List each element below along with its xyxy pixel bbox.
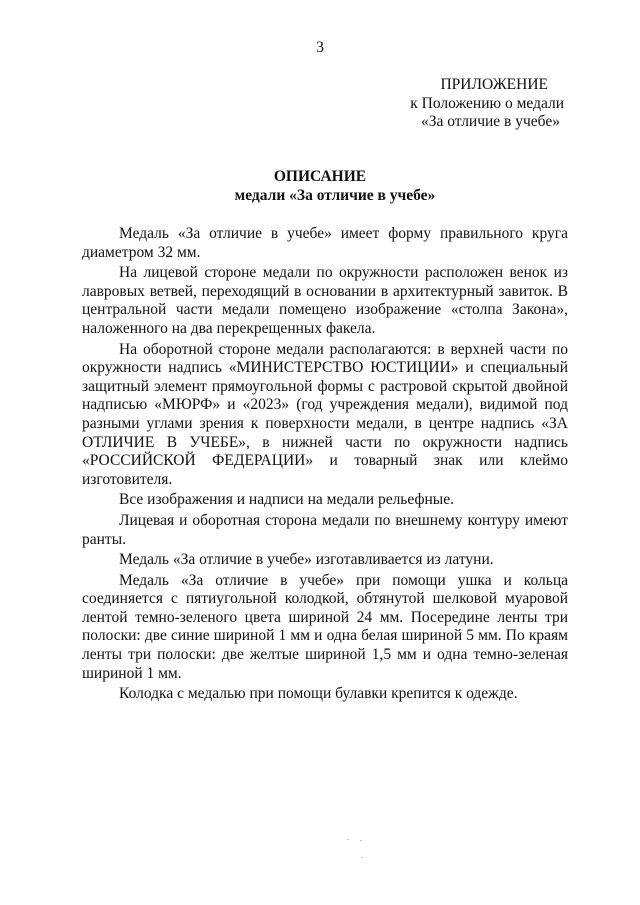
appendix-header <box>304 76 564 132</box>
scan-artifact <box>361 857 363 858</box>
paragraph-obverse: На лицевой стороне медали по окружности расположен венок из лавровых ветвей, переходящий в основании в архитектурный завиток. В центральной части медали помещено изображение «столпа Закона», наложенного на два перекрещенных факела. <box>82 264 568 337</box>
scan-artifact <box>360 840 362 841</box>
paragraph-material: Медаль «За отличие в учебе» изготавливается из латуни. <box>119 551 494 569</box>
document-title <box>0 168 640 205</box>
scan-artifact <box>347 839 349 840</box>
appendix-label: ПРИЛОЖЕНИЕ <box>440 76 548 93</box>
paragraph-relief: Все изображения и надписи на медали рельефные. <box>119 491 454 509</box>
paragraph-ribbon: Медаль «За отличие в учебе» при помощи ушка и кольца соединяется с пятиугольной колодкой, обтянутой шелковой муаровой лентой темно-зеленого цвета шириной 24 мм. Посередине ленты три полоски: две синие шириной 1 мм и одна белая шириной 5 мм. По краям ленты три полоски: две желтые шириной 1,5 мм и одна темно-зеленая шириной 1 мм. <box>82 571 568 682</box>
paragraph-attachment: Колодка с медалью при помощи булавки крепится к одежде. <box>119 685 518 703</box>
paragraph-reverse: На оборотной стороне медали располагаются: в верхней части по окружности надпись «МИНИСТЕРСТВО ЮСТИЦИИ» и специальный защитный элемент прямоугольной формы с растровой скрытой двойной надписью «МЮРФ» и «2023» (год учреждения медали), видимой под разными углами зрения к поверхности медали, в центре надпись «ЗА ОТЛИЧИЕ В УЧЕБЕ», в нижней части по окружности надпись «РОССИЙСКОЙ ФЕДЕРАЦИИ» и товарный знак или клеймо изготовителя. <box>82 340 568 488</box>
appendix-medal-name: «За отличие в учебе» <box>420 113 560 130</box>
title-subheading: медали «За отличие в учебе» <box>234 186 436 204</box>
description-body <box>82 225 568 704</box>
paragraph-rims: Лицевая и оборотная сторона медали по внешнему контуру имеют ранты. <box>82 511 568 548</box>
paragraph-shape: Медаль «За отличие в учебе» имеет форму правильного круга диаметром 32 мм. <box>82 225 568 261</box>
appendix-reference: к Положению о медали <box>410 94 564 112</box>
title-heading: ОПИСАНИЕ <box>273 168 367 185</box>
page-number: 3 <box>316 39 324 56</box>
